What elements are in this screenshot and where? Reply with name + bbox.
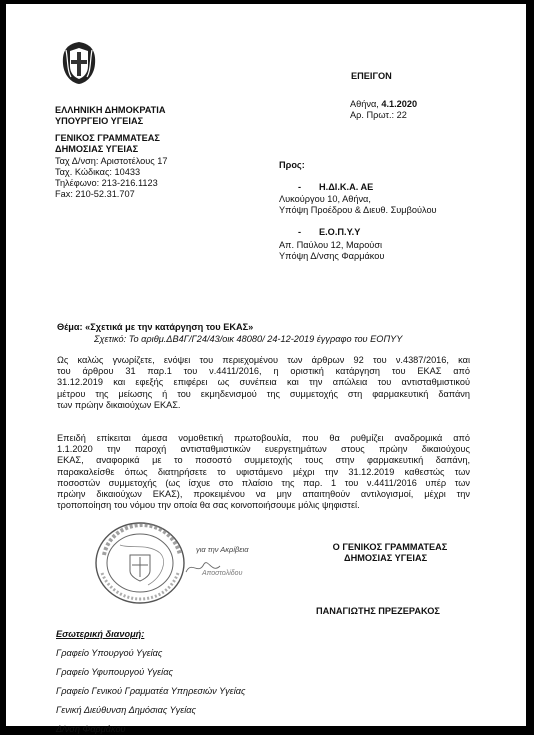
- republic-name: ΕΛΛΗΝΙΚΗ ΔΗΜΟΚΡΑΤΙΑ: [55, 105, 166, 115]
- paragraph-line: ποσοστών συμμετοχής (ως ίσχυε στο πλαίσιο της παρ. 1 του ν.4411/2016 υπέρ των: [57, 477, 470, 488]
- signer-name: ΠΑΝΑΓΙΩΤΗΣ ΠΡΕΖΕΡΑΚΟΣ: [316, 606, 440, 616]
- subject-related: Σχετικό: Το αριθμ.ΔΒ4Γ/Γ24/43/οικ 48080/ 24-12-2019 έγγραφο του ΕΟΠΥΥ: [94, 334, 403, 344]
- greek-coat-of-arms-icon: [58, 40, 100, 86]
- paragraph-line: ΕΚΑΣ, αναφορικά με το ποσοστό συμμετοχής τους στην φαρμακευτική δαπάνη,: [57, 455, 470, 466]
- recipient-name: Η.ΔΙ.Κ.Α. ΑΕ: [319, 182, 374, 192]
- certified-copy-text: για την Ακρίβεια: [196, 545, 249, 554]
- body-paragraph-2: [57, 433, 470, 511]
- postal-code: Ταχ. Κώδικας: 10433: [55, 167, 141, 177]
- urgent-label: ΕΠΕΙΓΟΝ: [351, 71, 392, 81]
- distribution-item: Γραφείο Υπουργού Υγείας: [56, 648, 163, 658]
- recipient-name: Ε.Ο.Π.Υ.Υ: [319, 227, 361, 237]
- distribution-item: Δ/νση Φαρμάκου: [56, 724, 126, 734]
- paragraph-line: του άρθρου 31 παρ.1 του ν.4411/2016, η οριστική κατάργηση του ΕΚΑΣ από: [57, 366, 470, 377]
- fax-number: Fax: 210-52.31.707: [55, 189, 135, 199]
- paragraph-line: πρώην δικαιούχων ΕΚΑΣ), προκειμένου να μην απαιτηθούν αντιλογισμοί, μέχρι την: [57, 489, 470, 500]
- signature-title-1: Ο ΓΕΝΙΚΟΣ ΓΡΑΜΜΑΤΕΑΣ: [332, 542, 448, 552]
- distribution-label: Εσωτερική διανομή:: [56, 629, 145, 639]
- recipient-dash: -: [298, 182, 302, 192]
- recipient-address: Λυκούργου 10, Αθήνα,: [279, 194, 371, 204]
- body-paragraph-1: [57, 355, 470, 411]
- recipient-dash: -: [298, 227, 302, 237]
- paragraph-line: Ως καλώς γνωρίζετε, ενόψει του περιεχομένου των άρθρων 92 του ν.4387/2016, και: [57, 355, 470, 365]
- paragraph-line: Επειδή επίκειται άμεσα νομοθετική πρωτοβουλία, που θα ρυθμίζει αναδρομικά από: [57, 433, 470, 443]
- subject-title: Θέμα: «Σχετικά με την κατάργηση του ΕΚΑΣ»: [57, 322, 254, 332]
- protocol-number: Αρ. Πρωτ.: 22: [350, 110, 407, 120]
- distribution-item: Γενική Διεύθυνση Δημόσιας Υγείας: [56, 705, 197, 715]
- paragraph-line: 1.1.2020 την παροχή αντισταθμιστικών ευεργετημάτων στους πρώην δικαιούχους: [57, 444, 470, 455]
- date-line: [350, 99, 417, 110]
- stamp-signer: Αποστολίδου: [202, 570, 243, 577]
- paragraph-line: των πρώην δικαιούχων ΕΚΑΣ.: [57, 399, 181, 410]
- recipient-attention: Υπόψη Δ/νσης Φαρμάκου: [279, 251, 385, 261]
- paragraph-line: μέτρου της μείωσης ή του εκμηδενισμού της συμμετοχής στη φαρμακευτική δαπάνη: [57, 388, 470, 399]
- ministry-name: ΥΠΟΥΡΓΕΙΟ ΥΓΕΙΑΣ: [55, 116, 144, 126]
- recipients-label: Προς:: [279, 160, 305, 170]
- paragraph-line: 31.12.2019 και εφεξής επιφέρει ως συνέπεια και την απώλεια του αντισταθμιστικού: [57, 377, 470, 388]
- phone-number: Τηλέφωνο: 213-216.1123: [55, 178, 158, 188]
- handwritten-signature-mark: [184, 556, 224, 578]
- signature-title-2: ΔΗΜΟΣΙΑΣ ΥΓΕΙΑΣ: [344, 553, 428, 563]
- paragraph-line: τροποποίηση του νόμου την οποία θα σας κοινοποιήσουμε μόλις ψηφιστεί.: [57, 500, 360, 511]
- address-line: Ταχ Δ/νση: Αριστοτέλους 17: [55, 156, 168, 166]
- distribution-item: Γραφείο Υφυπουργού Υγείας: [56, 667, 173, 677]
- secretary-line1: ΓΕΝΙΚΟΣ ΓΡΑΜΜΑΤΕΑΣ: [55, 133, 160, 143]
- recipient-address: Απ. Παύλου 12, Μαρούσι: [279, 240, 383, 250]
- recipient-attention: Υπόψη Προέδρου & Διευθ. Συμβούλου: [279, 205, 437, 215]
- date-value: 4.1.2020: [381, 99, 418, 109]
- letter-page: [6, 4, 526, 734]
- paragraph-line: παρακαλείσθε όπως διατηρήσετε το υφιστάμενο μέχρι την 31.12.2019 καθεστώς των: [57, 466, 470, 477]
- secretary-line2: ΔΗΜΟΣΙΑΣ ΥΓΕΙΑΣ: [55, 144, 139, 154]
- date-prefix: Αθήνα,: [350, 99, 382, 109]
- distribution-item: Γραφείο Γενικού Γραμματέα Υπηρεσιών Υγείας: [56, 686, 246, 696]
